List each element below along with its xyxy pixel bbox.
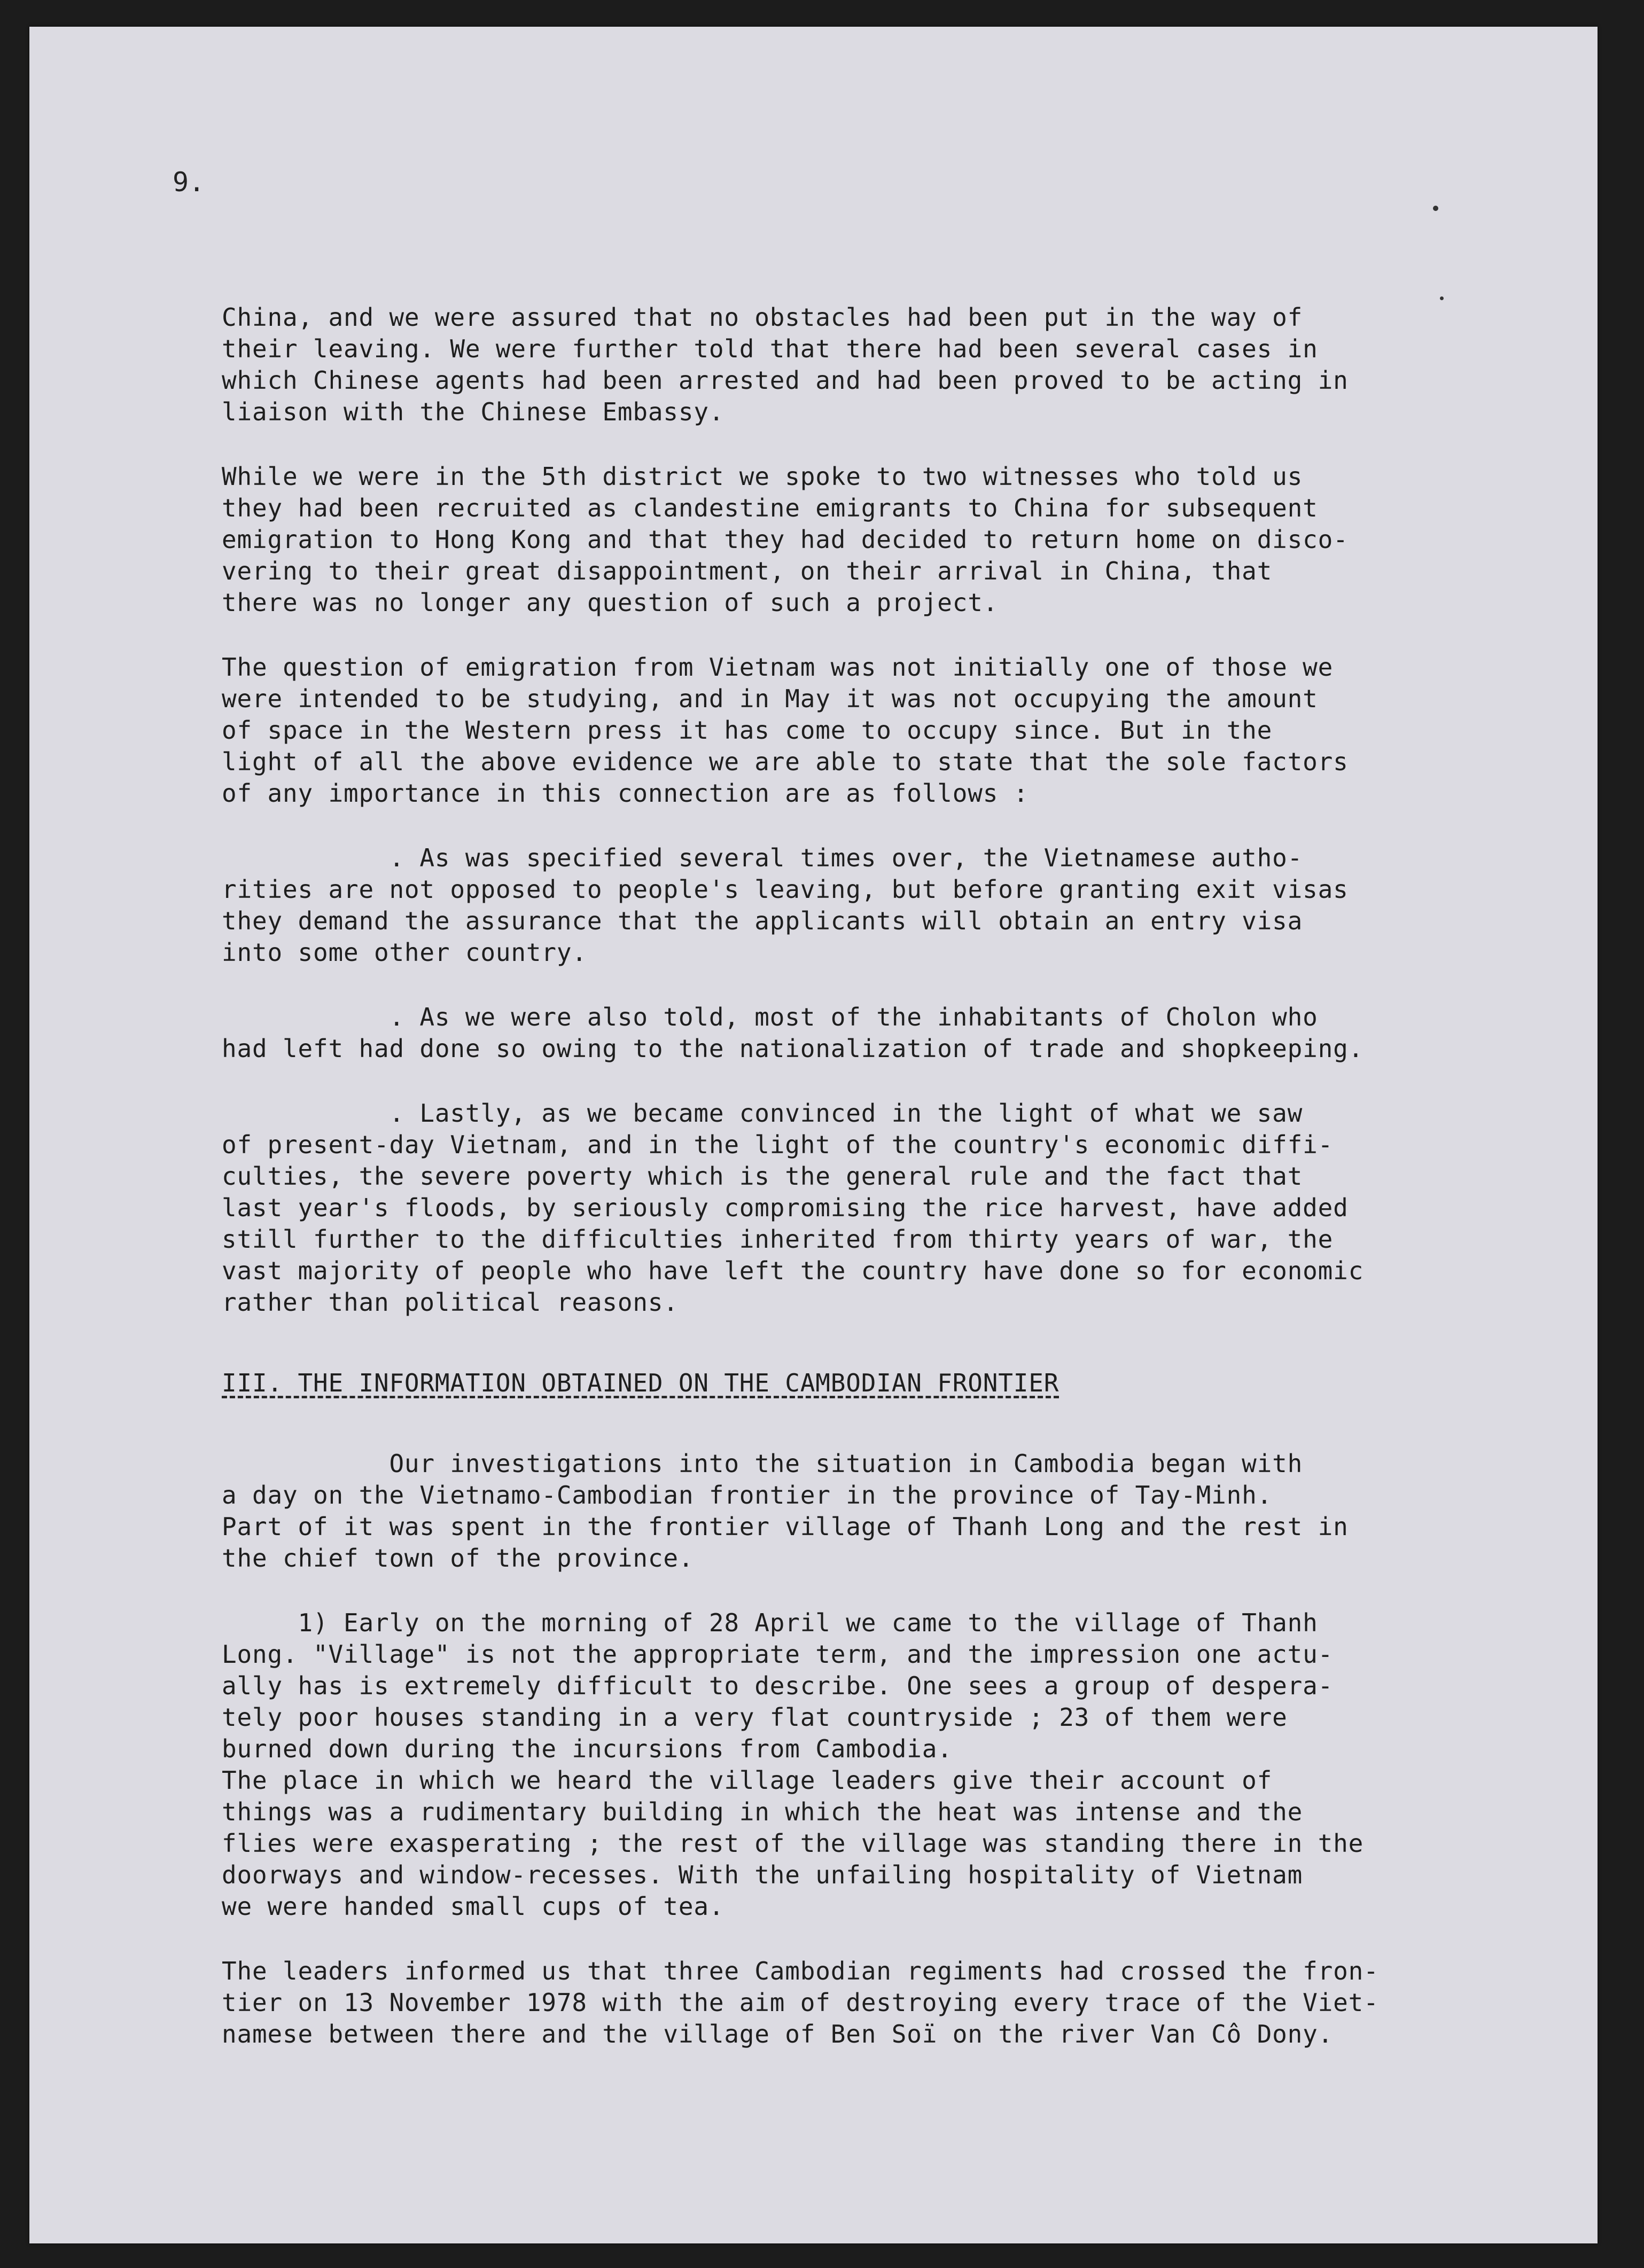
paragraph: . As we were also told, most of the inhabitants of Cholon who had left had done so owing to the nationalization of trade and shopkeeping.: [222, 1003, 1364, 1063]
section-heading: III. THE INFORMATION OBTAINED ON THE CAMBODIAN FRONTIER: [222, 1368, 1059, 1397]
body-text: [222, 302, 1493, 2083]
speck-mark: [1433, 206, 1438, 211]
paragraph: The leaders informed us that three Cambodian regiments had crossed the fron- tier on 13 November 1978 with the aim of destroying every trace of the Viet- namese between there and the village of Ben Soï on the river Van Cô Dony.: [222, 1957, 1379, 2048]
document-page: [29, 27, 1598, 2243]
paragraph: China, and we were assured that no obstacles had been put in the way of their leaving. We were further told that there had been several cases in which Chinese agents had been arrested and had been proved to be acting in liaison with the Chinese Embassy.: [222, 303, 1349, 426]
paragraph: 1) Early on the morning of 28 April we came to the village of Thanh Long. "Village" is not the appropriate term, and the impression one actu- ally has is extremely difficult to describe. One sees a group of despera- tely poor houses standing in a very flat countryside ; 23 of them were burned down during the incursions from Cambodia. The place in which we heard the village leaders give their account of things was a rudimentary building in which the heat was intense and the flies were exasperating ; the rest of the village was standing there in the doorways and window-recesses. With the unfailing hospitality of Vietnam we were handed small cups of tea.: [222, 1608, 1364, 1921]
speck-mark: [1440, 296, 1444, 300]
paragraph: . As was specified several times over, the Vietnamese autho- rities are not opposed to people's leaving, but before granting exit visas they demand the assurance that the applicants will obtain an entry visa into some other country.: [222, 843, 1349, 967]
page-number: 9.: [173, 167, 205, 198]
paragraph: Our investigations into the situation in Cambodia began with a day on the Vietnamo-Cambodian frontier in the province of Tay-Minh. Part of it was spent in the frontier village of Thanh Long and the rest in the chief town of the province.: [222, 1449, 1349, 1573]
paragraph: . Lastly, as we became convinced in the light of what we saw of present-day Vietnam, and in the light of the country's economic diffi- culties, the severe poverty which is the general rule and the fact that last year's floods, by seriously compromising the rice harvest, have added still further to the difficulties inherited from thirty years of war, the vast majority of people who have left the country have done so for economic rather than political reasons.: [222, 1099, 1364, 1317]
paragraph: The question of emigration from Vietnam was not initially one of those we were intended to be studying, and in May it was not occupying the amount of space in the Western press it has come to occupy since. But in the light of all the above evidence we are able to state that the sole factors of any importance in this connection are as follows :: [222, 653, 1349, 808]
paragraph: While we were in the 5th district we spoke to two witnesses who told us they had been recruited as clandestine emigrants to China for subsequent emigration to Hong Kong and that they had decided to return home on disco- vering to their great disappointment, on their arrival in China, that there was no longer any question of such a project.: [222, 462, 1349, 617]
